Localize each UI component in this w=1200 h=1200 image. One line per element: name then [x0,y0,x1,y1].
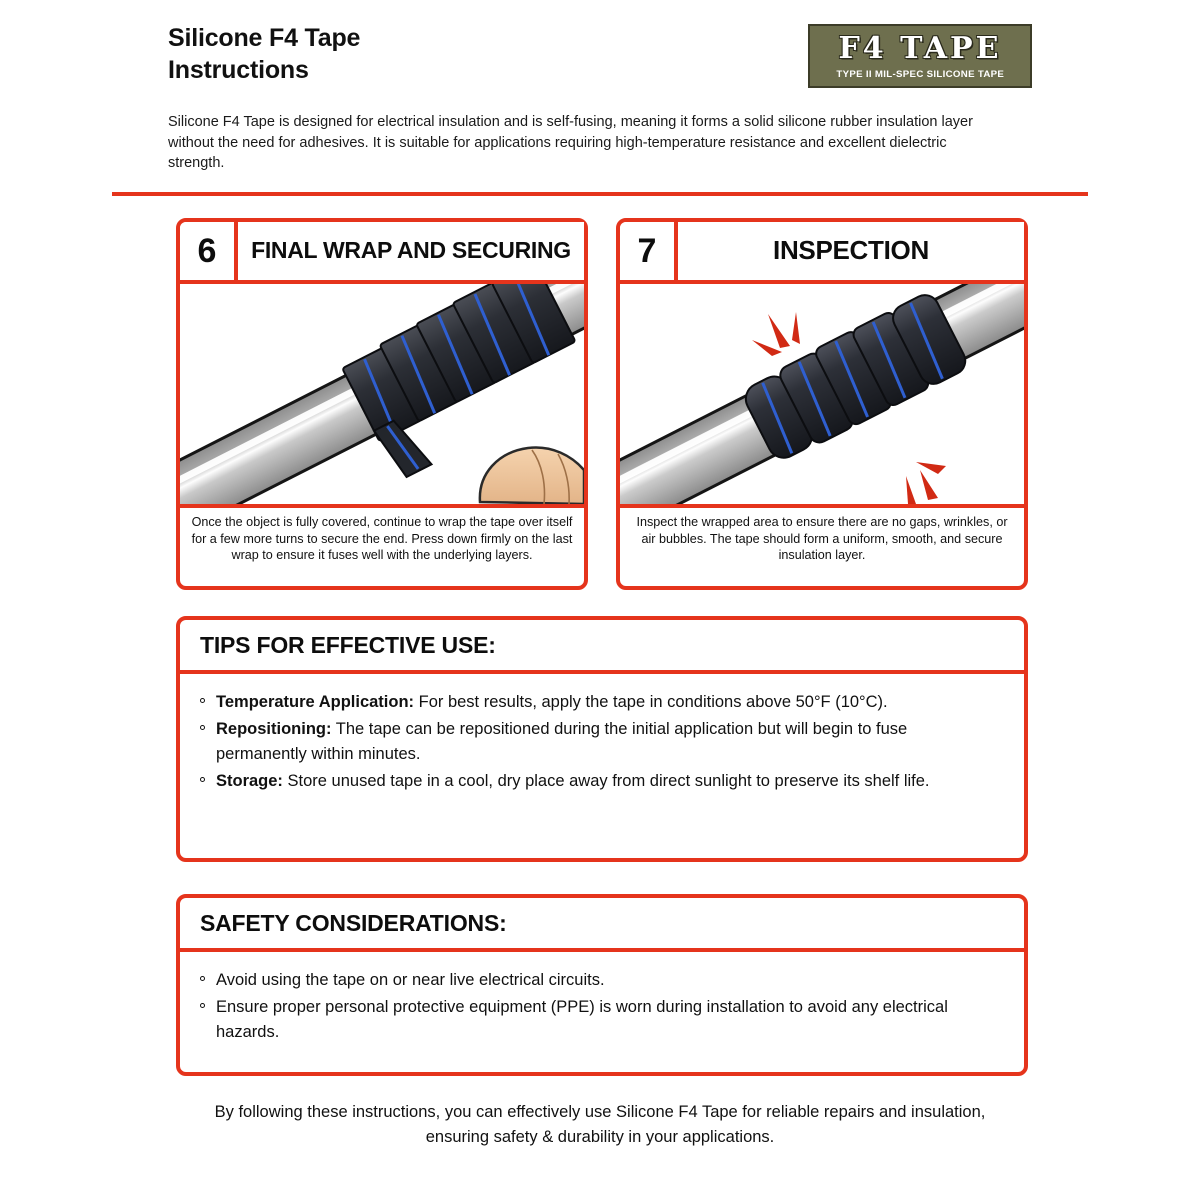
safety-header [180,898,1024,952]
step-panel-6 [176,218,588,590]
tips-body [180,674,1024,807]
header-divider [112,192,1088,196]
list-item [198,995,1002,1044]
list-item [198,769,1002,793]
bullet-icon [200,698,205,703]
step-7-number: 7 [620,222,678,284]
logo-tagline: TYPE II MIL-SPEC SILICONE TAPE [836,68,1004,80]
logo-wordmark: F4 TAPE [838,30,1002,66]
step-6-caption: Once the object is fully covered, continue to wrap the tape over itself for a few more turns to secure the end. Press down firmly on the last wrap to ensure it fuses well with the underlying layers. [191,515,573,563]
tip-text: For best results, apply the tape in conditions above 50°F (10°C). [414,693,888,711]
document-header [168,22,1068,112]
bullet-icon [200,725,205,730]
safety-heading: SAFETY CONSIDERATIONS: [200,910,507,936]
closing-paragraph: By following these instructions, you can effectively use Silicone F4 Tape for reliable repairs and insulation, ensuring safety & durability in your applications. [214,1103,986,1146]
intro-paragraph: Silicone F4 Tape is designed for electrical insulation and is self-fusing, meaning it forms a solid silicone rubber insulation layer without the need for adhesives. It is suitable for applications requiring high-temperature resistance and excellent dielectric strength. [168,114,973,172]
step-6-header [180,222,584,284]
safety-body [180,952,1024,1057]
page-title-line2: Instructions [168,56,309,84]
sparkle-marks-top [752,312,800,356]
step-7-caption: Inspect the wrapped area to ensure there are no gaps, wrinkles, or air bubbles. The tape should form a uniform, smooth, and secure insulation layer. [636,515,1008,563]
step-6-title-wrap [238,222,584,284]
tip-label: Repositioning: [216,720,332,739]
step-7-title: INSPECTION [773,234,929,265]
page-title [168,22,598,86]
page-title-line1: Silicone F4 Tape [168,24,361,52]
step-panel-7 [616,218,1028,590]
tip-label: Temperature Application: [216,693,415,711]
step-6-number: 6 [180,222,238,284]
safety-text: Ensure proper personal protective equipment (PPE) is worn during installation to avoid any electrical hazards. [216,998,948,1041]
step-7-illustration [620,284,1024,508]
tip-text: The tape can be repositioned during the initial application but will begin to fuse permanently within minutes. [216,720,908,763]
safety-text: Avoid using the tape on or near live electrical circuits. [216,971,605,989]
step-6-illustration [180,284,584,508]
tips-list [198,690,1002,794]
bullet-icon [200,777,205,782]
step-7-title-wrap [678,222,1024,284]
tip-text: Store unused tape in a cool, dry place away from direct sunlight to preserve its shelf life. [282,772,930,791]
tips-header [180,620,1024,674]
tips-heading: TIPS FOR EFFECTIVE USE: [200,632,496,658]
step-6-title: FINAL WRAP AND SECURING [251,236,571,263]
tip-label: Storage: [216,772,283,791]
finger [480,448,584,504]
list-item [198,968,1002,992]
list-item [198,690,1002,714]
wrapped-cable-inspection-illustration [620,284,1024,504]
cable-wrap-finger-illustration [180,284,584,504]
step-7-header [620,222,1024,284]
safety-section [176,894,1028,1076]
bullet-icon [200,976,205,981]
sparkle-marks-bottom [906,462,946,504]
bullet-icon [200,1003,205,1008]
list-item [198,717,1002,766]
f4-tape-logo [808,24,1032,88]
tips-section [176,616,1028,862]
safety-list [198,968,1002,1044]
